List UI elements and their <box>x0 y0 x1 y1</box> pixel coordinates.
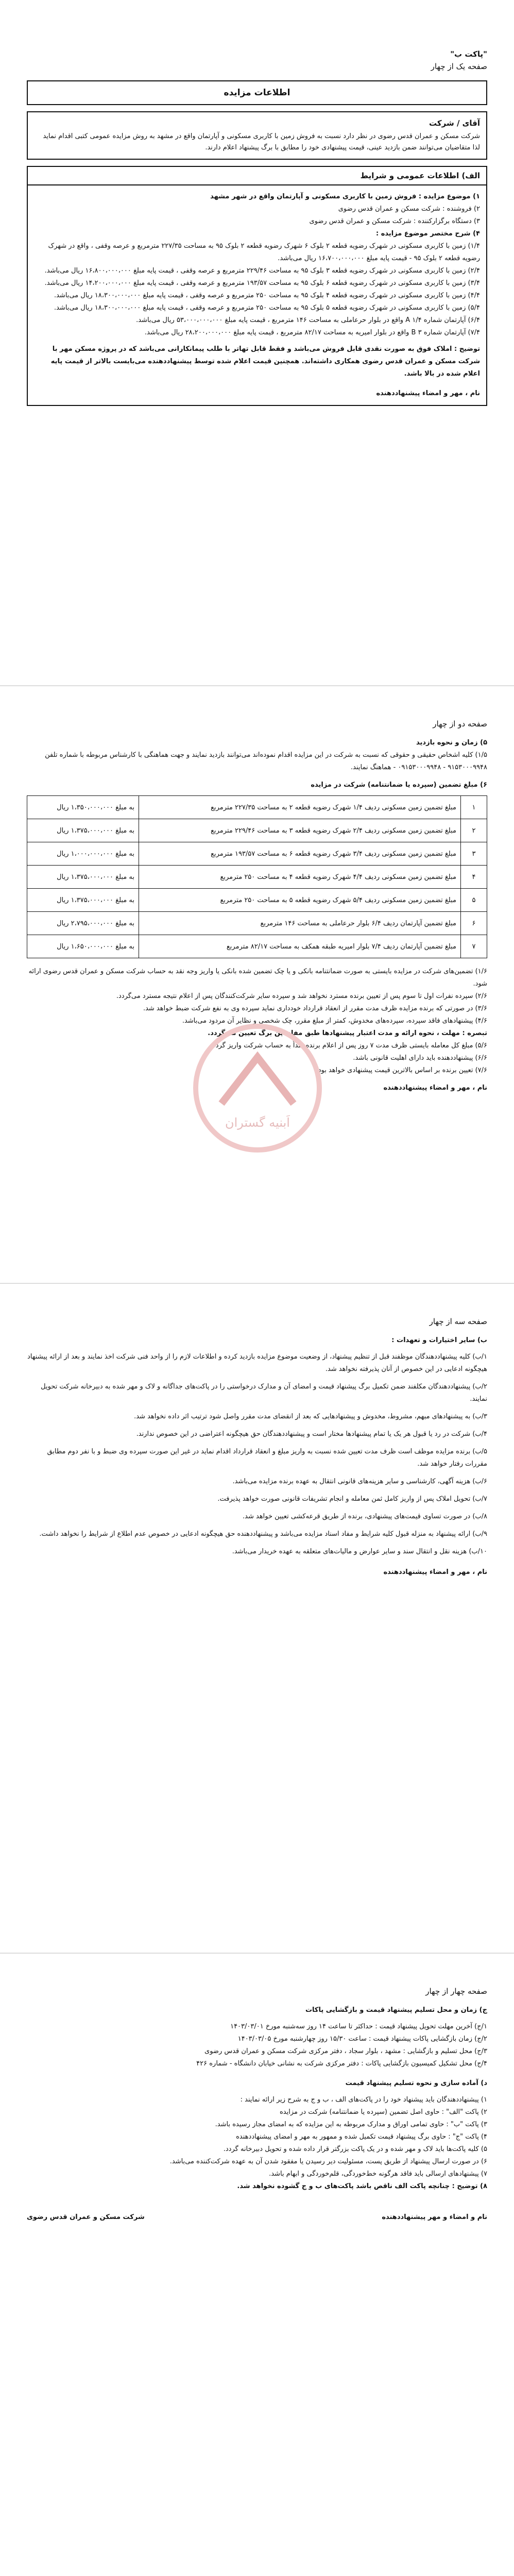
clause: ۱/ب) کلیه پیشنهاددهندگان موظفند قبل از تنظیم پیشنهاد، از وضعیت موضوع مزایده بازدید کرده و اطلاعات لازم را از واحد فنی شرکت اخذ نمایند و بعد از ارائه پیشنهاد هیچگونه ادعایی در این خصوص از آنان پذیرفته نخواهد شد. <box>27 1353 487 1373</box>
schedule-line: ۲/ج) زمان بازگشایی پاکات پیشنهاد قیمت : ساعت ۱۵/۳۰ روز چهارشنبه مورخ ۱۴۰۳/۰۳/۰۵ <box>237 2035 487 2043</box>
schedule-line: ۱/ج) آخرین مهلت تحویل پیشنهاد قیمت : حداکثر تا ساعت ۱۴ روز سه‌شنبه مورخ ۱۴۰۳/۰۳/۰۱ <box>230 2023 487 2030</box>
section-d-heading: د) آماده سازی و نحوه تسلیم پیشنهاد قیمت <box>345 2079 487 2087</box>
row-number: ۲ <box>461 819 487 842</box>
page-number-label: صفحه سه از چهار <box>429 1317 487 1326</box>
table-row <box>27 796 487 819</box>
guarantee-table <box>27 795 487 958</box>
row-amount: به مبلغ ۱،۳۷۵،۰۰۰،۰۰۰ ریال <box>27 889 139 912</box>
row-amount: به مبلغ ۱،۳۷۵،۰۰۰،۰۰۰ ریال <box>27 866 139 889</box>
row-amount: به مبلغ ۱،۰۰۰،۰۰۰،۰۰۰ ریال <box>27 842 139 866</box>
row-number: ۱ <box>461 796 487 819</box>
table-row <box>27 912 487 935</box>
instruction-line: ۸) توضیح : چنانچه پاکت الف ناقص باشد پاکت‌های ب و ج گشوده نخواهد شد. <box>237 2182 487 2190</box>
item-line: ۶/۴) آپارتمان شماره A ۱/۴ واقع در بلوار حرعاملی به مساحت ۱۴۶ مترمربع ، قیمت پایه مبلغ ۵۳،۰۰۰،۰۰۰،۰۰۰ ریال می‌باشد. <box>136 316 480 324</box>
watermark-text: اَبنیه گستران <box>225 1115 290 1130</box>
page-number-label: صفحه دو از چهار <box>433 719 487 728</box>
item-line: ۲/۴) زمین با کاربری مسکونی در شهرک رضویه قطعه ۳ بلوک ۹۵ به مساحت ۲۲۹/۴۶ مترمربع و عرصه وقفی ، قیمت پایه مبلغ ۱۶،۸۰۰،۰۰۰،۰۰۰ ریال می‌باشد. <box>44 267 480 275</box>
page-one <box>0 0 514 685</box>
table-row <box>27 889 487 912</box>
page-four <box>0 1953 514 2576</box>
main-title: اطلاعات مزایده <box>27 80 487 105</box>
clause: ۲/ب) پیشنهاددهندگان مکلفند ضمن تکمیل برگ پیشنهاد قیمت و امضای آن و مدارک درخواستی را در پاکت‌های جداگانه و لاک و مهر شده به دبیرخانه شرکت تحویل نمایند. <box>41 1383 487 1403</box>
section-d-body <box>27 2094 487 2193</box>
row-number: ۵ <box>461 889 487 912</box>
section-b-body <box>27 1351 487 1558</box>
timing-heading: ۵) زمان و نحوه بازدید <box>416 739 487 747</box>
guarantee-heading: ۶) مبلغ تضمین (سپرده یا ضمانتنامه) شرکت در مزایده <box>311 781 487 789</box>
summary-heading: ۴) شرح مختصر موضوع مزایده : <box>375 230 480 238</box>
page-number-label: صفحه چهار از چهار <box>425 1987 487 1996</box>
section-c-heading: ج) زمان و محل تسلیم پیشنهاد قیمت و بازگشایی پاکات <box>305 2006 487 2014</box>
clause: ۱۰/ب) هزینه نقل و انتقال سند و سایر عوارض و مالیات‌های متعلقه به عهده خریدار می‌باشد. <box>232 1548 487 1555</box>
row-number: ۴ <box>461 866 487 889</box>
condition-line: ۶/۶) پیشنهاددهنده باید دارای اهلیت قانونی باشد. <box>353 1054 487 1062</box>
row-amount: به مبلغ ۱،۳۵۰،۰۰۰،۰۰۰ ریال <box>27 796 139 819</box>
note-text: توضیح : املاک فوق به صورت نقدی قابل فروش می‌باشد و فقط قابل تهاتر با طلب پیمانکارانی می‌باشد که در پروژه مسکن مهر با شرکت مسکن و عمران قدس رضوی همکاری داشته‌اند. همچنین قیمت اعلام شده توسط پیشنهاددهنده می‌بایست بالاتر از قیمت پایه اعلام شده در بالا باشد. <box>50 345 480 378</box>
section-a-heading: الف) اطلاعات عمومی و شرایط <box>27 166 487 185</box>
clause: ۴/ب) شرکت در رد یا قبول هر یک یا تمام پیشنهادها مختار است و پیشنهاددهندگان حق هیچگونه اعتراضی در این خصوص ندارند. <box>136 1430 487 1438</box>
table-row <box>27 842 487 866</box>
seller-line: ۲) فروشنده : شرکت مسکن و عمران قدس رضوی <box>338 205 480 213</box>
clause: ۶/ب) هزینه آگهی، کارشناسی و سایر هزینه‌های قانونی انتقال به عهده برنده مزایده می‌باشد. <box>232 1478 487 1485</box>
instruction-line: ۷) پیشنهادهای ارسالی باید فاقد هرگونه خط‌خوردگی، قلم‌خوردگی و ابهام باشد. <box>269 2170 487 2178</box>
signature-label: نام ، مهر و امضاء پیشنهاددهنده <box>383 1084 487 1092</box>
row-description: مبلغ تضمین زمین مسکونی ردیف ۲/۴ شهرک رضویه قطعه ۳ به مساحت ۲۲۹/۴۶ مترمربع <box>139 819 461 842</box>
instruction-line: ۶) در صورت ارسال پیشنهاد از طریق پست، مسئولیت دیر رسیدن یا مفقود شدن آن به عهده شرکت‌کننده می‌باشد. <box>169 2158 487 2165</box>
row-amount: به مبلغ ۱،۳۷۵،۰۰۰،۰۰۰ ریال <box>27 819 139 842</box>
instruction-line: ۴) پاکت "ج" : حاوی برگ پیشنهاد قیمت تکمیل شده و ممهور به مهر و امضای پیشنهاددهنده <box>236 2133 487 2141</box>
condition-line: ۳/۶) در صورتی که برنده مزایده ظرف مدت مقرر از انعقاد قرارداد خودداری نماید سپرده وی به نفع شرکت ضبط خواهد شد. <box>143 1005 487 1012</box>
row-description: مبلغ تضمین زمین مسکونی ردیف ۱/۴ شهرک رضویه قطعه ۲ به مساحت ۲۲۷/۳۵ مترمربع <box>139 796 461 819</box>
condition-line: ۲/۶) سپرده نفرات اول تا سوم پس از تعیین برنده مسترد نخواهد شد و سپرده سایر شرکت‌کنندگان پس از اعلام نتیجه مسترد می‌گردد. <box>116 992 487 1000</box>
row-amount: به مبلغ ۱،۶۵۰،۰۰۰،۰۰۰ ریال <box>27 935 139 958</box>
condition-line: ۷/۶) تعیین برنده بر اساس بالاترین قیمت پیشنهادی خواهد بود. <box>316 1066 487 1074</box>
clause: ۹/ب) ارائه پیشنهاد به منزله قبول کلیه شرایط و مفاد اسناد مزایده می‌باشد و پیشنهاددهنده حق هیچگونه ادعایی در خصوص عدم اطلاع از شرایط را نخواهد داشت. <box>39 1530 487 1538</box>
instruction-line: ۵) کلیه پاکت‌ها باید لاک و مهر شده و در یک پاکت بزرگتر قرار داده شده و تحویل دبیرخانه گردد. <box>223 2145 487 2153</box>
row-description: مبلغ تضمین آپارتمان ردیف ۶/۴ بلوار حرعاملی به مساحت ۱۴۶ مترمربع <box>139 912 461 935</box>
instruction-line: ۳) پاکت "ب" : حاوی تمامی اوراق و مدارک مربوطه به این مزایده که به امضای مجاز رسیده باشد. <box>215 2121 487 2128</box>
clause: ۸/ب) در صورت تساوی قیمت‌های پیشنهادی، برنده از طریق قرعه‌کشی تعیین خواهد شد. <box>243 1513 487 1520</box>
subject-line: ۱) موضوع مزایده : فروش زمین با کاربری مسکونی و آپارتمان واقع در شهر مشهد <box>210 193 480 200</box>
item-line: ۷/۴) آپارتمان شماره B ۳ واقع در بلوار امیریه به مساحت ۸۲/۱۷ مترمربع ، قیمت پایه مبلغ ۲۸،۲۰۰،۰۰۰،۰۰۰ ریال می‌باشد. <box>144 329 480 336</box>
signature-label: نام ، مهر و امضاء پیشنهاددهنده <box>376 389 480 397</box>
timing-text: ۱/۵) کلیه اشخاص حقیقی و حقوقی که نسبت به شرکت در این مزایده اقدام نموده‌اند می‌توانند بازدید نمایند و جهت هماهنگی با کارشناس مربوطه با شماره تلفن ۹۱۵۳۰۰۰۹۹۴۸ - ۰۹۱۵۳۰۰۰۹۹۴۸ - هماهنگ نمایند. <box>45 751 487 771</box>
row-amount: به مبلغ ۲،۷۹۵،۰۰۰،۰۰۰ ریال <box>27 912 139 935</box>
row-description: مبلغ تضمین آپارتمان ردیف ۷/۴ بلوار امیریه طبقه همکف به مساحت ۸۲/۱۷ مترمربع <box>139 935 461 958</box>
salutation: آقای / شرکت <box>429 118 480 128</box>
organizer-line: ۳) دستگاه برگزارکننده : شرکت مسکن و عمران قدس رضوی <box>309 217 480 225</box>
table-row <box>27 819 487 842</box>
item-line: ۱/۴) زمین با کاربری مسکونی در شهرک رضویه قطعه ۲ بلوک ۶ شهرک رضویه قطعه ۲ بلوک ۹۵ به مساحت ۲۲۷/۳۵ مترمربع و عرصه وقفی ، واقع در شهرک رضویه قطعه ۲ بلوک ۹۵ - قیمت پایه مبلغ ۱۶،۷۰۰،۰۰۰،۰۰۰ ریال می‌باشد. <box>48 242 480 262</box>
signature-label: نام ، مهر و امضاء پیشنهاددهنده <box>383 1568 487 1576</box>
clause: ۵/ب) برنده مزایده موظف است ظرف مدت تعیین شده نسبت به واریز مبلغ و انعقاد قرارداد اقدام نماید در غیر این صورت سپرده وی ضبط و با نفر دوم مطابق مقررات رفتار خواهد شد. <box>47 1448 487 1468</box>
clause: ۳/ب) به پیشنهادهای مبهم، مشروط، مخدوش و پیشنهادهایی که بعد از انقضای مدت مقرر واصل شود ترتیب اثر داده نخواهد شد. <box>134 1413 487 1420</box>
condition-line: ۱/۶) تضمین‌های شرکت در مزایده بایستی به صورت ضمانتنامه بانکی و یا چک تضمین شده بانکی یا واریز وجه نقد به حساب شرکت مسکن و عمران قدس رضوی ارائه شود. <box>28 968 487 988</box>
item-line: ۴/۴) زمین با کاربری مسکونی در شهرک رضویه قطعه ۴ بلوک ۹۵ به مساحت ۲۵۰ مترمربع و عرصه وقفی ، قیمت پایه مبلغ ۱۸،۳۰۰،۰۰۰،۰۰۰ ریال می‌باشد. <box>54 292 480 299</box>
signature-label: نام و امضاء و مهر پیشنهاددهنده <box>382 2213 487 2221</box>
table-row <box>27 935 487 958</box>
item-line: ۵/۴) زمین با کاربری مسکونی در شهرک رضویه قطعه ۵ بلوک ۹۵ به مساحت ۲۵۰ مترمربع و عرصه وقفی ، قیمت پایه مبلغ ۱۸،۳۰۰،۰۰۰،۰۰۰ ریال می‌باشد. <box>54 304 480 312</box>
row-description: مبلغ تضمین زمین مسکونی ردیف ۴/۴ شهرک رضویه قطعه ۴ به مساحت ۲۵۰ مترمربع <box>139 866 461 889</box>
page-number-label: صفحه یک از چهار <box>431 62 487 71</box>
condition-line: ۴/۶) پیشنهادهای فاقد سپرده، سپرده‌های مخدوش، کمتر از مبلغ مقرر، چک شخصی و نظایر آن مردود می‌باشد. <box>182 1017 487 1025</box>
signature-row <box>27 2213 487 2221</box>
row-number: ۷ <box>461 935 487 958</box>
company-name: شرکت مسکن و عمران قدس رضوی <box>27 2213 145 2221</box>
row-description: مبلغ تضمین زمین مسکونی ردیف ۵/۴ شهرک رضویه قطعه ۵ به مساحت ۲۵۰ مترمربع <box>139 889 461 912</box>
condition-line: ۵/۶) مبلغ کل معامله بایستی ظرف مدت ۷ روز پس از اعلام برنده نقداً به حساب شرکت واریز گردد. <box>210 1042 487 1049</box>
intro-text: شرکت مسکن و عمران قدس رضوی در نظر دارد نسبت به فروش زمین با کاربری مسکونی و آپارتمان واقع در مشهد به روش مزایده عمومی کتبی اقدام نماید لذا متقاضیان می‌توانند ضمن بازدید عینی، قیمت پیشنهادی خود را مطابق با برگ پیشنهاد اعلام دارند. <box>43 132 480 151</box>
item-line: ۳/۴) زمین با کاربری مسکونی در شهرک رضویه قطعه ۶ بلوک ۹۵ به مساحت ۱۹۳/۵۷ مترمربع و عرصه وقفی ، قیمت پایه مبلغ ۱۴،۲۰۰،۰۰۰،۰۰۰ ریال می‌باشد. <box>44 279 480 287</box>
page-three <box>0 1283 514 1954</box>
section-a-body <box>27 185 487 406</box>
section-b-heading: ب) سایر اختیارات و تعهدات : <box>391 1336 487 1344</box>
watermark-logo-icon <box>185 1016 330 1160</box>
row-description: مبلغ تضمین زمین مسکونی ردیف ۳/۴ شهرک رضویه قطعه ۶ به مساحت ۱۹۳/۵۷ مترمربع <box>139 842 461 866</box>
row-number: ۶ <box>461 912 487 935</box>
page-two <box>0 685 514 1284</box>
intro-notice <box>27 111 487 160</box>
schedule-line: ۳/ج) محل تسلیم و بازگشایی : مشهد ، بلوار سجاد ، دفتر مرکزی شرکت مسکن و عمران قدس رضوی <box>204 2047 487 2055</box>
section-c-body <box>27 2021 487 2070</box>
packet-label: "پاکت ب" <box>450 49 487 59</box>
condition-line: تبصره : مهلت ، نحوه ارائه و مدت اعتبار پیشنهادها طبق مفاد این برگ تعیین می‌گردد. <box>208 1029 487 1037</box>
instruction-line: ۱) پیشنهاددهندگان باید پیشنهاد خود را در پاکت‌های الف ، ب و ج به شرح زیر ارائه نمایند : <box>240 2096 487 2104</box>
table-row <box>27 866 487 889</box>
row-number: ۳ <box>461 842 487 866</box>
schedule-line: ۴/ج) محل تشکیل کمیسیون بازگشایی پاکات : دفتر مرکزی شرکت به نشانی خیابان دانشگاه - شماره ۴۲۶ <box>196 2060 487 2067</box>
instruction-line: ۲) پاکت "الف" : حاوی اصل تضمین (سپرده یا ضمانتنامه) شرکت در مزایده <box>280 2108 487 2116</box>
clause: ۷/ب) تحویل املاک پس از واریز کامل ثمن معامله و انجام تشریفات قانونی صورت خواهد پذیرفت. <box>217 1495 487 1503</box>
